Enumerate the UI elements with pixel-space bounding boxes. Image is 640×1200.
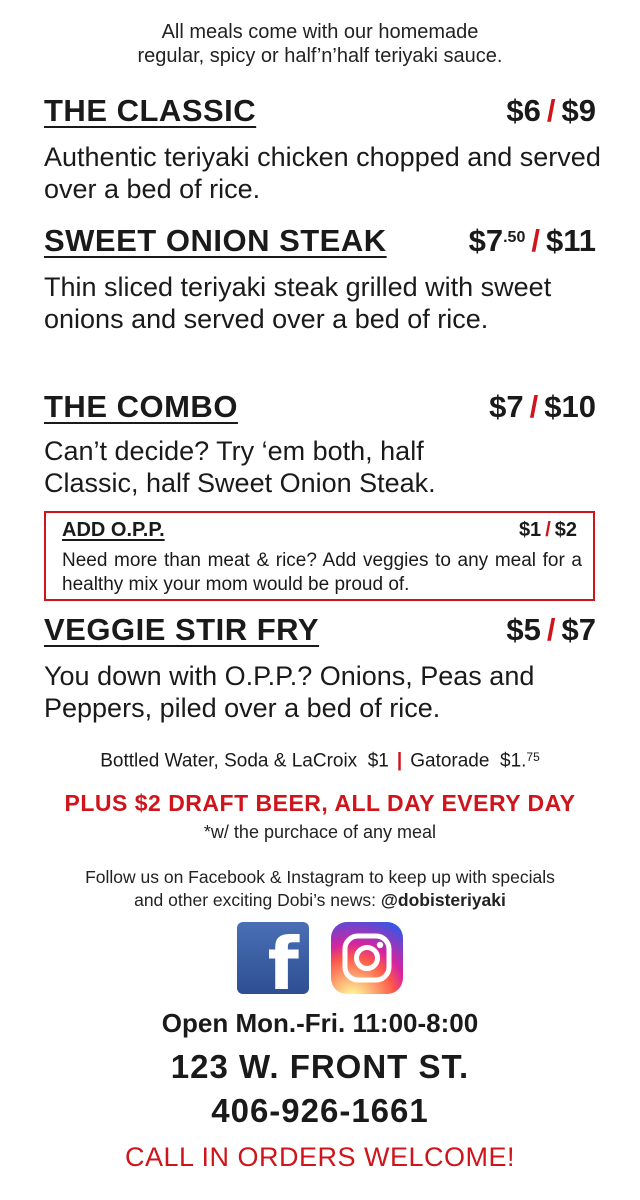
instagram-camera-glyph	[331, 922, 403, 994]
opening-hours: Open Mon.-Fri. 11:00-8:00	[161, 1008, 479, 1038]
addon-header	[62, 519, 577, 542]
follow-line-1: Follow us on Facebook & Instagram to keep up with specials	[85, 867, 555, 887]
menu-item-combo-header	[44, 389, 596, 425]
menu-item-sweet-onion-steak-header	[44, 223, 596, 259]
addon-price	[519, 519, 577, 542]
menu-item-description: Can’t decide? Try ‘em both, half Classic, half Sweet Onion Steak.	[44, 436, 436, 498]
price-large: $2	[554, 519, 577, 541]
menu-item-name: THE COMBO	[44, 389, 238, 424]
drinks-left: Bottled Water, Soda & LaCroix $1	[100, 750, 389, 772]
menu-item-price	[489, 389, 596, 425]
price-large: $9	[561, 93, 596, 128]
price-large: $11	[545, 223, 596, 258]
social-icons	[0, 922, 640, 994]
address: 123 W. FRONT ST.	[170, 1048, 470, 1085]
intro-line-1: All meals come with our homemade	[161, 21, 479, 43]
menu-item-price	[469, 223, 596, 259]
price-small: $6	[506, 93, 541, 128]
price-separator: /	[546, 93, 556, 128]
follow-line-2	[0, 889, 640, 912]
instagram-icon[interactable]	[331, 922, 403, 994]
facebook-glyph: f	[267, 922, 299, 994]
price-large: $10	[544, 389, 596, 424]
phone-number[interactable]: 406-926-1661	[211, 1092, 429, 1129]
facebook-icon[interactable]	[237, 922, 309, 994]
menu-item-price	[506, 612, 596, 648]
beer-promo: PLUS $2 DRAFT BEER, ALL DAY EVERY DAY	[64, 790, 576, 816]
price-separator: /	[545, 519, 551, 541]
menu-item-name: SWEET ONION STEAK	[44, 223, 387, 258]
price-large: $7	[561, 612, 596, 647]
menu-item-name: VEGGIE STIR FRY	[44, 612, 320, 647]
menu-item-description: Authentic teriyaki chicken chopped and served over a bed of rice.	[44, 142, 601, 204]
menu-item-description: Thin sliced teriyaki steak grilled with sweet onions and served over a bed of rice.	[44, 272, 552, 334]
social-handle[interactable]: @dobisteriyaki	[380, 890, 506, 910]
price-cents: .50	[503, 228, 526, 246]
call-in-callout: CALL IN ORDERS WELCOME!	[124, 1142, 516, 1172]
price-small: $5	[506, 612, 541, 647]
follow-text	[0, 866, 640, 912]
drinks-right: Gatorade $1.	[410, 750, 527, 772]
price-separator: /	[531, 223, 540, 258]
menu-item-name: THE CLASSIC	[44, 93, 257, 128]
price-separator: /	[529, 389, 539, 424]
intro-text	[0, 20, 640, 68]
drinks-separator: |	[396, 750, 403, 772]
addon-description: Need more than meat & rice? Add veggies to any meal for a healthy mix your mom would be proud of.	[62, 550, 582, 595]
follow-line-2-text: and other exciting Dobi’s news:	[134, 890, 381, 910]
menu-item-price	[506, 93, 596, 129]
price-small: $7	[468, 223, 504, 258]
menu-item-classic-header	[44, 93, 596, 129]
beer-note: *w/ the purchace of any meal	[203, 822, 437, 842]
menu-item-veggie-stir-fry-header	[44, 612, 596, 648]
addon-box	[44, 511, 595, 601]
drinks-line	[0, 748, 640, 772]
price-small: $7	[489, 389, 524, 424]
intro-line-2: regular, spicy or half’n’half teriyaki sauce.	[137, 45, 503, 67]
drinks-right-cents: 75	[526, 750, 540, 764]
price-separator: /	[546, 612, 556, 647]
menu-item-description: You down with O.P.P.? Onions, Peas and Peppers, piled over a bed of rice.	[44, 661, 535, 723]
addon-name: ADD O.P.P.	[62, 519, 165, 541]
price-small: $1	[518, 519, 542, 541]
